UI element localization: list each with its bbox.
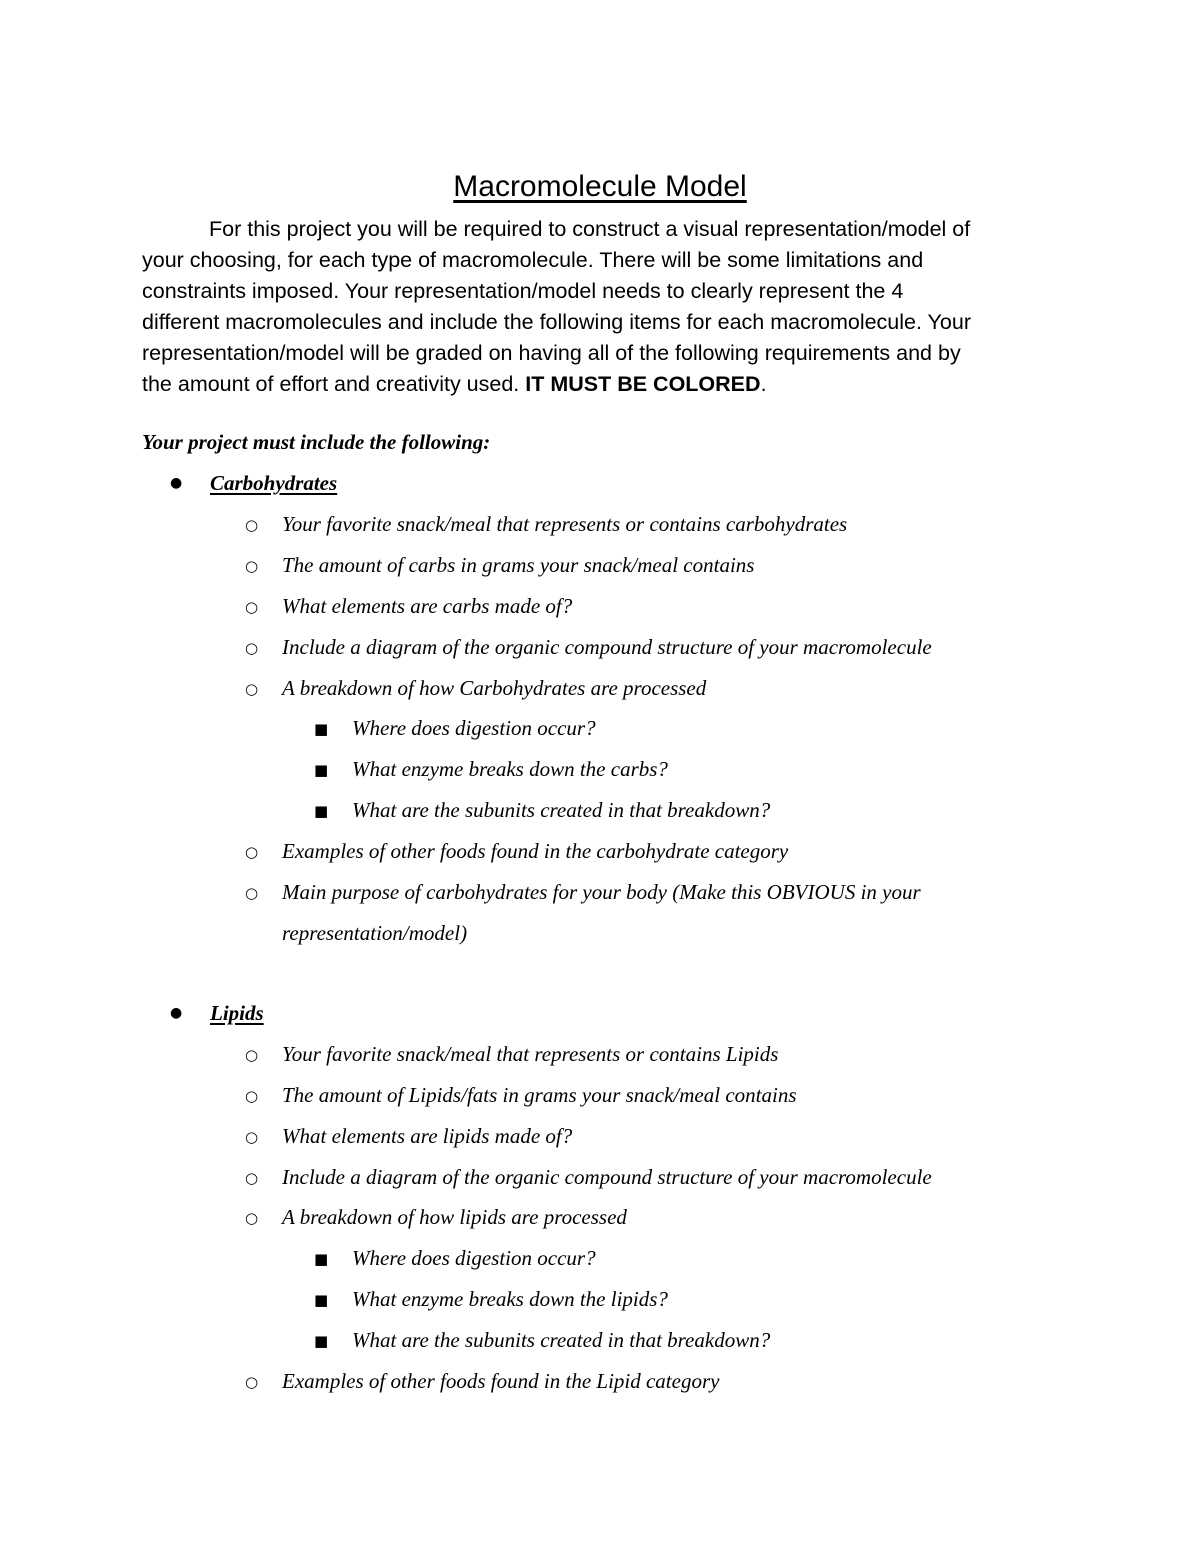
sub-list-item-text: Where does digestion occur?	[352, 1246, 596, 1270]
list-item-text: Examples of other foods found in the Lipid category	[282, 1369, 720, 1393]
square-bullet-icon: ■	[314, 1250, 329, 1268]
list-item-text: Include a diagram of the organic compound structure of your macromolecule	[282, 635, 932, 659]
list-item-text: Examples of other foods found in the carbohydrate category	[282, 839, 789, 863]
square-bullet-icon: ■	[314, 1291, 329, 1309]
list-item	[245, 594, 572, 619]
sub-list-item	[314, 1246, 596, 1271]
square-bullet-icon: ■	[314, 802, 329, 820]
list-item	[245, 1369, 719, 1394]
colored-requirement: IT MUST BE COLORED	[525, 372, 761, 396]
bullet-icon: ●	[170, 1005, 183, 1021]
circle-bullet-icon: ○	[245, 843, 259, 861]
intro-line: your choosing, for each type of macromolecule. There will be some limitations and	[142, 248, 924, 272]
section-label: Carbohydrates	[210, 471, 338, 495]
sub-list-item-text: What are the subunits created in that breakdown?	[352, 1328, 771, 1352]
square-bullet-icon: ■	[314, 761, 329, 779]
intro-line: representation/model will be graded on having all of the following requirements and by	[142, 341, 961, 365]
sub-list-item	[314, 716, 596, 741]
list-item-text: The amount of carbs in grams your snack/meal contains	[282, 553, 755, 577]
list-item	[245, 839, 788, 864]
list-item	[245, 676, 706, 701]
sub-list-item	[314, 757, 668, 782]
circle-bullet-icon: ○	[245, 1046, 259, 1064]
circle-bullet-icon: ○	[245, 598, 259, 616]
section-heading-lipids	[170, 1001, 264, 1026]
circle-bullet-icon: ○	[245, 1087, 259, 1105]
list-item	[245, 880, 921, 905]
bullet-icon: ●	[170, 475, 183, 491]
intro-line: different macromolecules and include the following items for each macromolecule. Your	[142, 310, 971, 334]
intro-paragraph	[142, 214, 1062, 400]
list-item	[245, 553, 754, 578]
list-item	[245, 1124, 572, 1149]
list-item	[245, 512, 847, 537]
sub-list-item-text: What are the subunits created in that breakdown?	[352, 798, 771, 822]
list-item-text: A breakdown of how Carbohydrates are processed	[282, 676, 707, 700]
intro-line-last	[142, 369, 1062, 400]
list-item-text: The amount of Lipids/fats in grams your snack/meal contains	[282, 1083, 797, 1107]
square-bullet-icon: ■	[314, 720, 329, 738]
list-item-text: What elements are lipids made of?	[282, 1124, 573, 1148]
intro-last-suffix: .	[760, 372, 767, 396]
sub-list-item-text: What enzyme breaks down the carbs?	[352, 757, 668, 781]
circle-bullet-icon: ○	[245, 1128, 259, 1146]
intro-last-prefix: the amount of effort and creativity used.	[142, 372, 526, 396]
circle-bullet-icon: ○	[245, 516, 259, 534]
circle-bullet-icon: ○	[245, 1209, 259, 1227]
circle-bullet-icon: ○	[245, 639, 259, 657]
circle-bullet-icon: ○	[245, 1169, 259, 1187]
list-item-text: Your favorite snack/meal that represents or contains Lipids	[282, 1042, 779, 1066]
list-item	[245, 1165, 932, 1190]
include-heading: Your project must include the following:	[142, 430, 491, 454]
list-item	[245, 635, 932, 660]
list-item-text: Include a diagram of the organic compound structure of your macromolecule	[282, 1165, 932, 1189]
square-bullet-icon: ■	[314, 1332, 329, 1350]
sub-list-item-text: What enzyme breaks down the lipids?	[352, 1287, 668, 1311]
intro-line: constraints imposed. Your representation/model needs to clearly represent the 4	[142, 279, 904, 303]
list-item	[245, 1083, 797, 1108]
list-item-text: Your favorite snack/meal that represents or contains carbohydrates	[282, 512, 848, 536]
sub-list-item	[314, 798, 770, 823]
section-label: Lipids	[210, 1001, 264, 1025]
section-heading-carbohydrates	[170, 471, 337, 496]
circle-bullet-icon: ○	[245, 557, 259, 575]
list-item-continuation: representation/model)	[282, 921, 468, 945]
list-item	[245, 1205, 627, 1230]
circle-bullet-icon: ○	[245, 680, 259, 698]
list-item-text: A breakdown of how lipids are processed	[282, 1205, 627, 1229]
sub-list-item	[314, 1328, 770, 1353]
intro-line: For this project you will be required to construct a visual representation/model of	[209, 217, 971, 241]
list-item-text: What elements are carbs made of?	[282, 594, 573, 618]
circle-bullet-icon: ○	[245, 1373, 259, 1391]
sub-list-item	[314, 1287, 668, 1312]
sub-list-item-text: Where does digestion occur?	[352, 716, 596, 740]
circle-bullet-icon: ○	[245, 884, 259, 902]
list-item-text: Main purpose of carbohydrates for your body (Make this OBVIOUS in your	[282, 880, 921, 904]
list-item	[245, 1042, 778, 1067]
page-title: Macromolecule Model	[453, 170, 747, 203]
